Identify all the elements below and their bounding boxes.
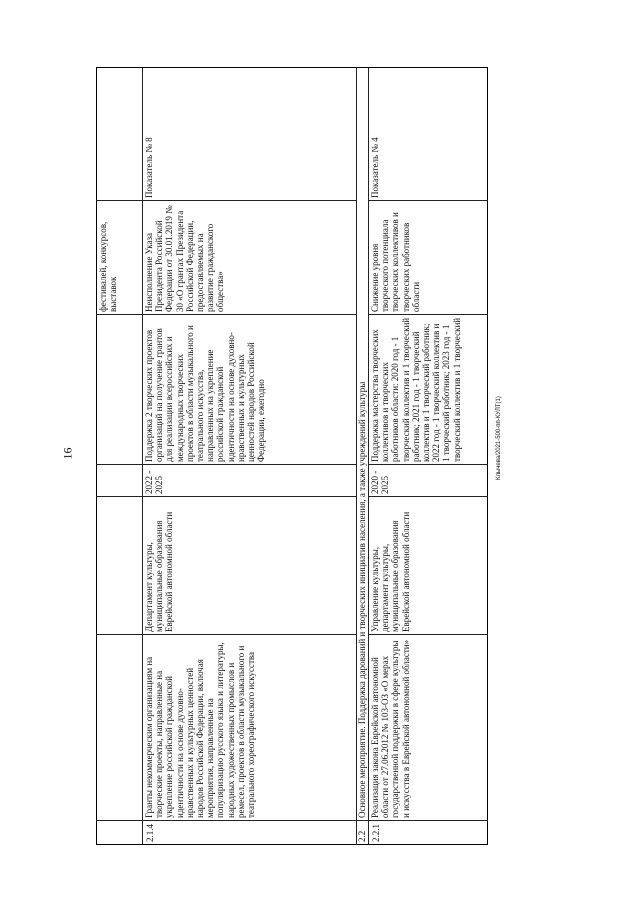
top-row-line-c — [96, 464, 142, 465]
row-221-period: 2020 - 2025 — [370, 470, 391, 494]
top-row-line-b — [96, 496, 142, 497]
row-214-name: Гранты некоммерческим организациям на творческие проекты, направленные на укрепление российской гражданской идентичности на основе духовно-нравственных и культурных ценностей народов Российской Федерации, включая мероприятия, направленные на популяризацию русского языка и литературы, народных художественных промыслов и ремесел, проектов в области музыкального и театрального хореографического искусства — [144, 642, 257, 818]
program-table-row-221 — [368, 67, 488, 845]
table-border-left — [96, 844, 368, 845]
row-221-border-bottom — [487, 67, 488, 845]
row-214-period: 2022 - 2025 — [144, 470, 165, 494]
row-221-consequence: Снижение уровня творческого потенциала творческих коллективов и творческих работников области — [370, 212, 421, 312]
row-214-executor: Департамент культуры, муниципальные образования Еврейской автономной области — [144, 511, 175, 632]
row-214-consequence: Неисполнение Указа Президента Российской Федерации от 30.01.2019 № 30 «О грантах Президента Российской Федерации, предоставляемых на развитие гражданского общества» — [144, 205, 226, 312]
page-number: 16 — [60, 447, 75, 460]
section-22-number: 2.2 — [357, 830, 367, 842]
row-214-result: Поддержка 2 творческих проектов организаций на получение грантов для реализации всероссийских и международных творческих проектов в области музыкального и театрального искусства, направленных на укрепление российской гражданской идентичности на основе духовно-нравственных и культурных ценностей народов Российской Федерации, ежегодно — [144, 325, 267, 462]
footer-document-code: Клычева/2021-500-пп-КУЛТ(1) — [496, 396, 502, 480]
row-221-indicator: Показатель № 4 — [370, 137, 380, 198]
row-221-result: Поддержка мастерства творческих коллективов и творческих работников области: 2020 год - 1 творческий коллектив и 1 творческий работник; 2021 год - 1 творческий коллектив и 1 творческий работник; 2022 год - 1 творческий коллектив и 1 творческий работник; 2023 год - 1 творческий коллектив и 1 творческий — [370, 317, 462, 462]
row-214-indicator: Показатель № 8 — [144, 137, 154, 198]
row-221-executor: Управление культуры, департамент культуры, муниципальные образования Еврейской автономной области — [370, 511, 411, 632]
top-row-events: фестивалей, конкурсов, выставок — [98, 221, 119, 312]
program-table — [96, 67, 368, 845]
top-row-line-a — [96, 634, 142, 635]
table-border-top — [96, 67, 97, 845]
row-214-number: 2.1.4 — [145, 824, 155, 842]
row-221-border-left — [368, 844, 488, 845]
section-22-title: Основное мероприятие. Поддержка дарований и творческих инициатив населения, а также учреждений культуры — [357, 381, 367, 818]
col-line-1 — [96, 820, 368, 821]
row-221-name: Реализация закона Еврейской автономной области от 27.06.2012 № 103-ОЗ «О мерах государственной поддержки в сфере культуры и искусства в Еврейской автономной области» — [370, 639, 411, 818]
row-221-number: 2.2.1 — [371, 824, 381, 842]
